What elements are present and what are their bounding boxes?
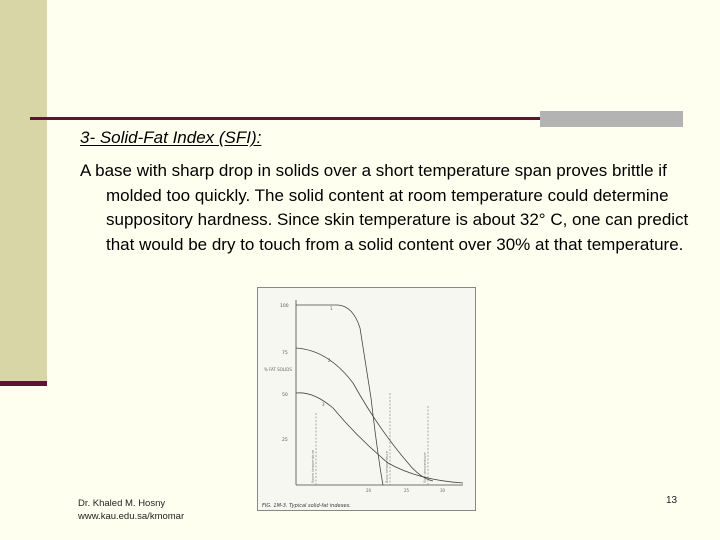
y-tick-label: 100 [280, 304, 289, 309]
sfi-chart [258, 288, 475, 510]
y-axis-label: % FAT SOLIDS [264, 367, 292, 372]
title-rule [30, 117, 540, 120]
y-tick-label: 25 [282, 438, 288, 443]
footer-url: www.kau.edu.sa/kmomar [78, 511, 185, 522]
x-tick-label: 25 [404, 488, 410, 493]
curve-label: 3 [322, 402, 325, 407]
sfi-curve-1 [296, 305, 383, 485]
y-tick-label: 75 [282, 351, 288, 356]
body-paragraph: A base with sharp drop in solids over a short temperature span proves brittle if molded too quickly. The solid content at room temperature could determine suppository hardness. Since skin temperature is about 32° C, one can predict that would be dry to touch from a solid content over 30% at that temperature. [80, 161, 689, 254]
marker-label: Room temperature [311, 449, 315, 483]
left-decor-band [0, 0, 47, 384]
x-tick-label: 30 [440, 488, 446, 493]
marker-label: Skin temperature [423, 452, 427, 483]
footer-author: Dr. Khaled M. Hosny [78, 498, 166, 509]
figure-caption: FIG. 1M-3. Typical solid-fat indexes. [262, 503, 351, 509]
curve-label: 2 [328, 358, 331, 363]
page-number: 13 [666, 495, 678, 506]
left-decor-accent [0, 381, 47, 386]
footer-author-block [78, 497, 184, 523]
sfi-figure [257, 287, 476, 511]
y-tick-label: 50 [282, 393, 288, 398]
marker-label: Body temperature [385, 451, 389, 483]
curve-label: 1 [330, 306, 333, 311]
title-rule-block [540, 111, 683, 127]
x-tick-label: 20 [366, 488, 372, 493]
sfi-curve-2 [296, 348, 433, 481]
section-heading: 3- Solid-Fat Index (SFI): [80, 128, 262, 147]
